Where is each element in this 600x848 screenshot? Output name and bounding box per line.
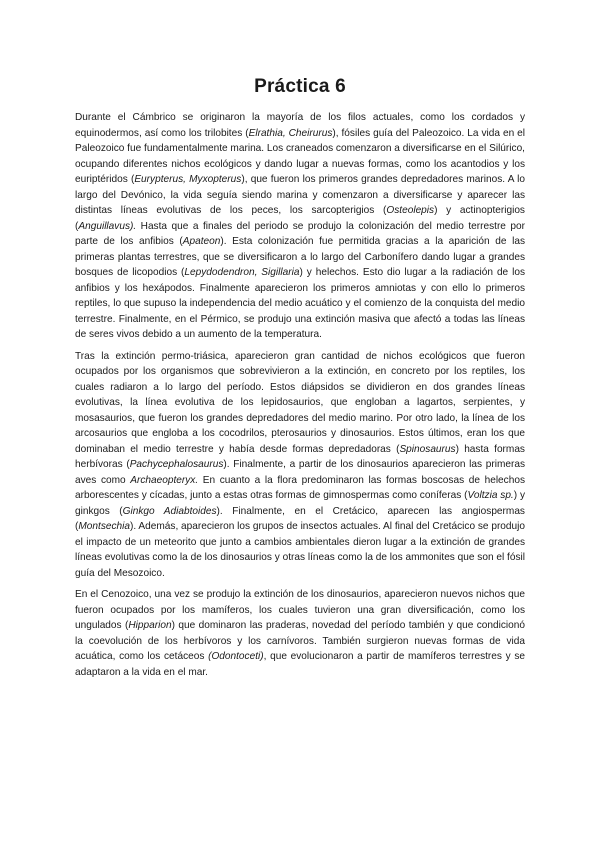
paragraph: Durante el Cámbrico se originaron la mayoría de los filos actuales, como los cordados y equinodermos, así como los trilobites (Elrathia, Cheirurus), fósiles guía del Paleozoico. La vida en el Paleozoico fue fundamentalmente marina. Los craneados comenzaron a diversificarse en el Silúrico, ocupando diferentes nichos ecológicos y dando lugar a nuevas formas, como los acantodios y los euriptéridos (Eurypterus, Myxopterus), que fueron los primeros grandes depredadores marinos. A lo largo del Devónico, la vida seguía siendo marina y comenzaron a diversificarse y aparecer las distintas líneas evolutivas de los peces, los sarcopterigios (Osteolepis) y actinopterigios (Anguillavus). Hasta que a finales del periodo se produjo la colonización del medio terrestre por parte de los anfibios (Apateon). Esta colonización fue permitida gracias a la aparición de las primeras plantas terrestres, que se diversificaron a lo largo del Carbonífero dando lugar a grandes bosques de licopodios (Lepydodendron, Sigillaria) y helechos. Esto dio lugar a la radiación de los anfibios y los hexápodos. Finalmente aparecieron los primeros amniotas y con ello lo primeros reptiles, lo que supuso la independencia del medio acuático y el comienzo de la conquista del medio terrestre. Finalmente, en el Pérmico, se produjo una extinción masiva que afectó a todas las líneas de seres vivos debido a un aumento de la temperatura. <box>75 112 526 340</box>
document-body <box>75 110 525 686</box>
species-name: Lepydodendron, Sigillaria <box>184 267 300 278</box>
species-name: (Odontoceti) <box>208 651 264 662</box>
species-name: Archaeopteryx. <box>130 474 199 486</box>
species-name: Ginkgo Adiabtoides <box>122 505 217 517</box>
species-name: Voltzia sp. <box>467 490 514 501</box>
species-name: Anguillavus). <box>78 220 137 232</box>
paragraph: En el Cenozoico, una vez se produjo la extinción de los dinosaurios, aparecieron nuevos nichos que fueron ocupados por los mamíferos, los cuales tuvieron una gran diversificación, como los ungulados (Hipparion) que dominaron las praderas, novedad del período también y que condicionó la coevolución de los herbívoros y los carnívoros. También surgieron nuevas formas de vida acuática, como los cetáceos (Odontoceti), que evolucionaron a partir de mamíferos terrestres y se adaptaron a la vida en el mar. <box>75 589 525 678</box>
species-name: Eurypterus, Myxopterus <box>134 174 242 185</box>
species-name: Hipparion <box>128 620 172 631</box>
paragraph: Tras la extinción permo-triásica, aparecieron gran cantidad de nichos ecológicos que fueron ocupados por los organismos que sobrevivieron a la extinción, en concreto por los reptiles, los cuales radiaron a lo largo del período. Estos diápsidos se dividieron en dos grandes líneas evolutivas, la línea evolutiva de los lepidosaurios, que engloban a lagartos, serpientes, y mosasaurios, que fueron los grandes depredadores del medio marino. Por otro lado, la línea de los arcosaurios que engloba a los cocodrilos, pterosaurios y dinosaurios. Estos últimos, eran los que dominaban el medio terrestre y había desde formas depredadoras (Spinosaurus) hasta formas herbívoras (Pachycephalosaurus). Finalmente, a partir de los dinosaurios aparecieron las primeras aves como Archaeopteryx. En cuanto a la flora predominaron las formas boscosas de helechos arborescentes y cícadas, junto a estas otras formas de gimnospermas como coníferas (Voltzia sp.) y ginkgos (Ginkgo Adiabtoides). Finalmente, en el Cretácico, aparecen las angiospermas (Montsechia). Además, aparecieron los grupos de insectos actuales. Al final del Cretácico se produjo el impacto de un meteorito que junto a cambios ambientales dieron lugar a la extinción de grandes líneas evolutivas como la de los dinosaurios y otras líneas como la de los ammonites que son el fósil guía del Mesozoico. <box>75 350 525 579</box>
species-name: Elrathia, Cheirurus <box>248 127 333 139</box>
species-name: Spinosaurus <box>399 443 456 455</box>
species-name: Pachycephalosaurus <box>129 459 224 470</box>
species-name: Apateon <box>182 236 221 247</box>
species-name: Osteolepis <box>386 205 435 216</box>
species-name: Montsechia <box>78 521 130 532</box>
page-title: Práctica 6 <box>254 76 346 97</box>
